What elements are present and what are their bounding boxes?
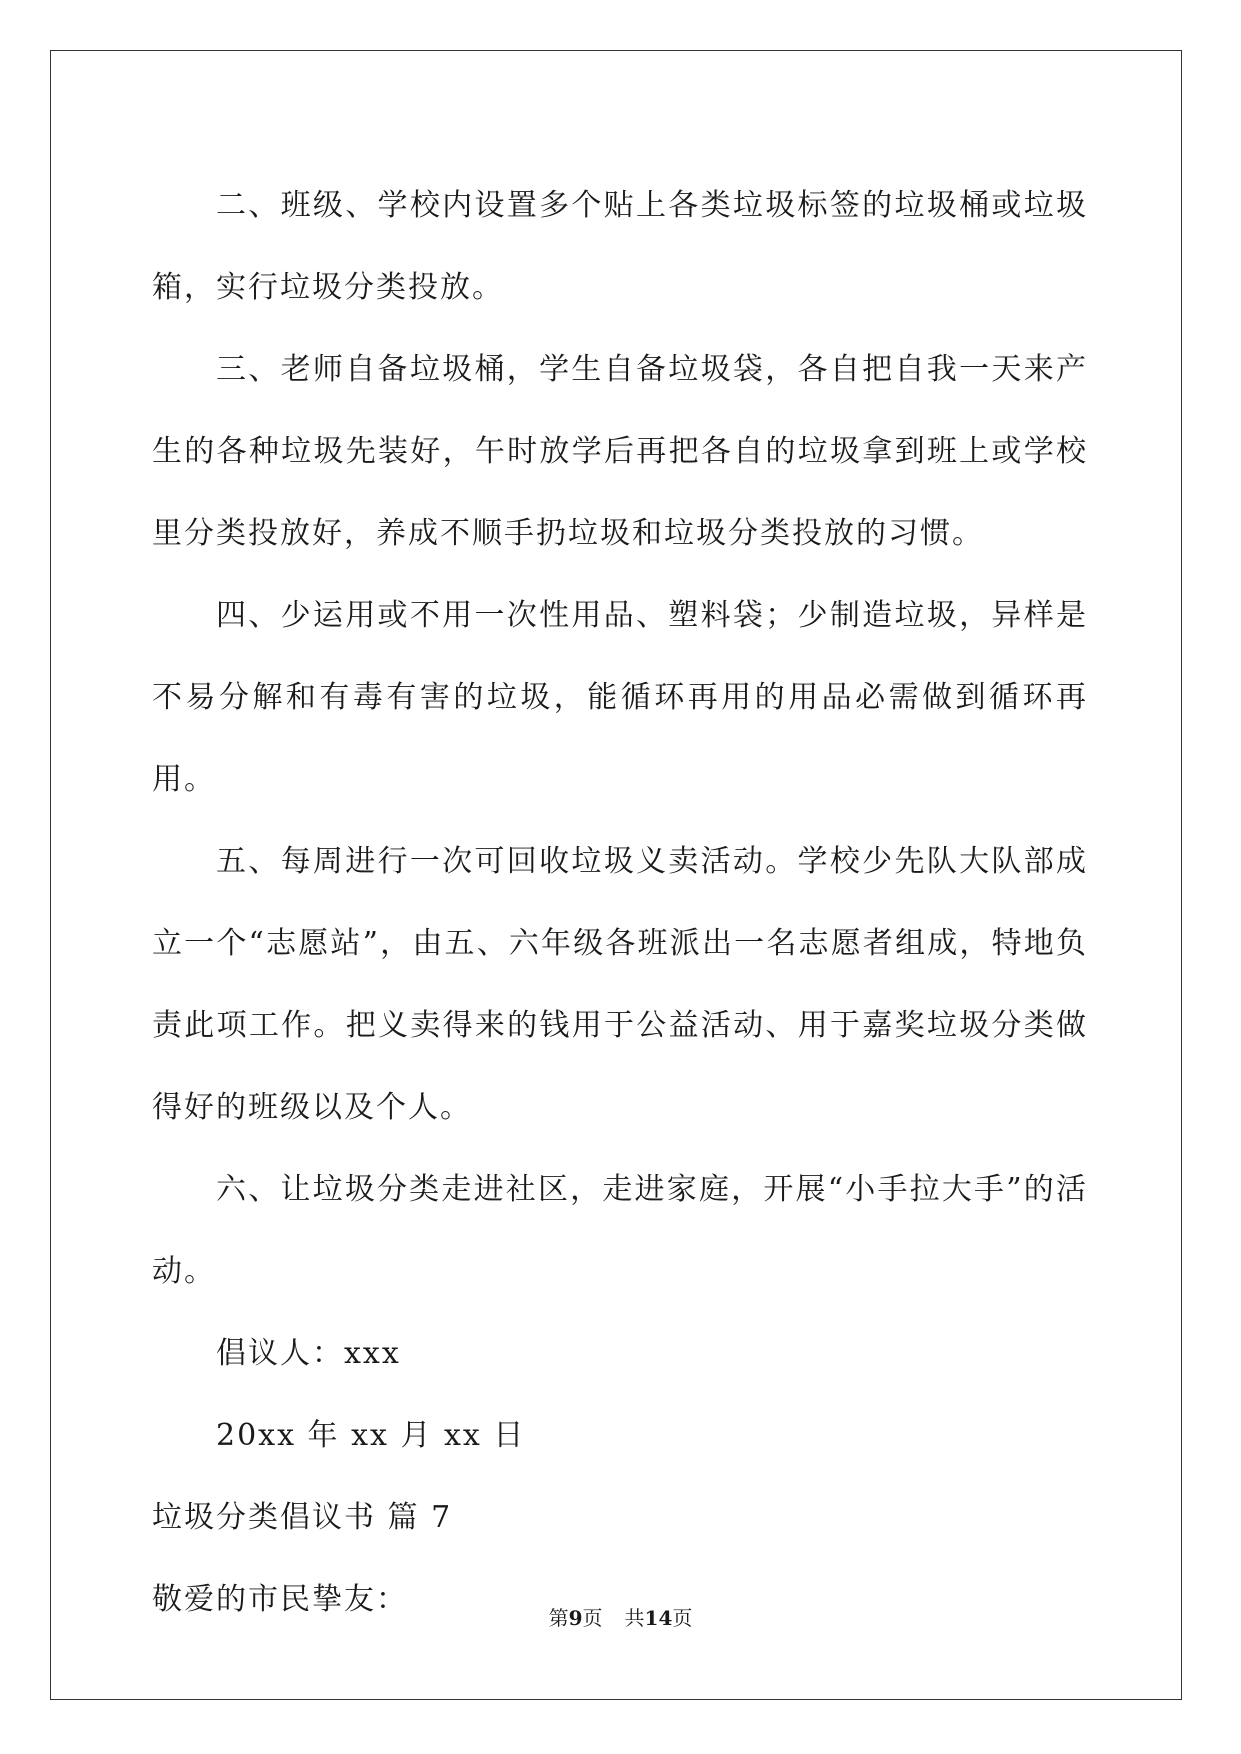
total-prefix: 共 — [624, 1606, 645, 1630]
document-body — [152, 165, 1088, 1641]
section-title: 垃圾分类倡议书 篇 7 — [152, 1500, 453, 1535]
page-number: 9 — [568, 1606, 583, 1630]
paragraph-6: 六、让垃圾分类走进社区，走进家庭，开展“小手拉大手”的活动。 — [152, 1172, 1088, 1289]
date-line: 20xx 年 xx 月 xx 日 — [216, 1418, 526, 1453]
paragraph-5: 五、每周进行一次可回收垃圾义卖活动。学校少先队大队部成立一个“志愿站”，由五、六年级各班派出一名志愿者组成，特地负责此项工作。把义卖得来的钱用于公益活动、用于嘉奖垃圾分类做得好的班级以及个人。 — [152, 844, 1088, 1125]
salutation: 敬爱的市民挚友： — [152, 1582, 408, 1617]
page-prefix: 第 — [548, 1606, 569, 1630]
page-suffix: 页 — [582, 1606, 603, 1630]
signer-line: 倡议人：xxx — [216, 1336, 401, 1371]
page-footer — [0, 1602, 1241, 1631]
paragraph-2: 二、班级、学校内设置多个贴上各类垃圾标签的垃圾桶或垃圾箱，实行垃圾分类投放。 — [152, 188, 1088, 305]
total-suffix: 页 — [672, 1606, 693, 1630]
total-pages: 14 — [644, 1606, 673, 1630]
paragraph-4: 四、少运用或不用一次性用品、塑料袋；少制造垃圾，异样是不易分解和有毒有害的垃圾，能循环再用的用品必需做到循环再用。 — [152, 598, 1088, 797]
paragraph-3: 三、老师自备垃圾桶，学生自备垃圾袋，各自把自我一天来产生的各种垃圾先装好，午时放学后再把各自的垃圾拿到班上或学校里分类投放好，养成不顺手扔垃圾和垃圾分类投放的习惯。 — [152, 352, 1088, 551]
